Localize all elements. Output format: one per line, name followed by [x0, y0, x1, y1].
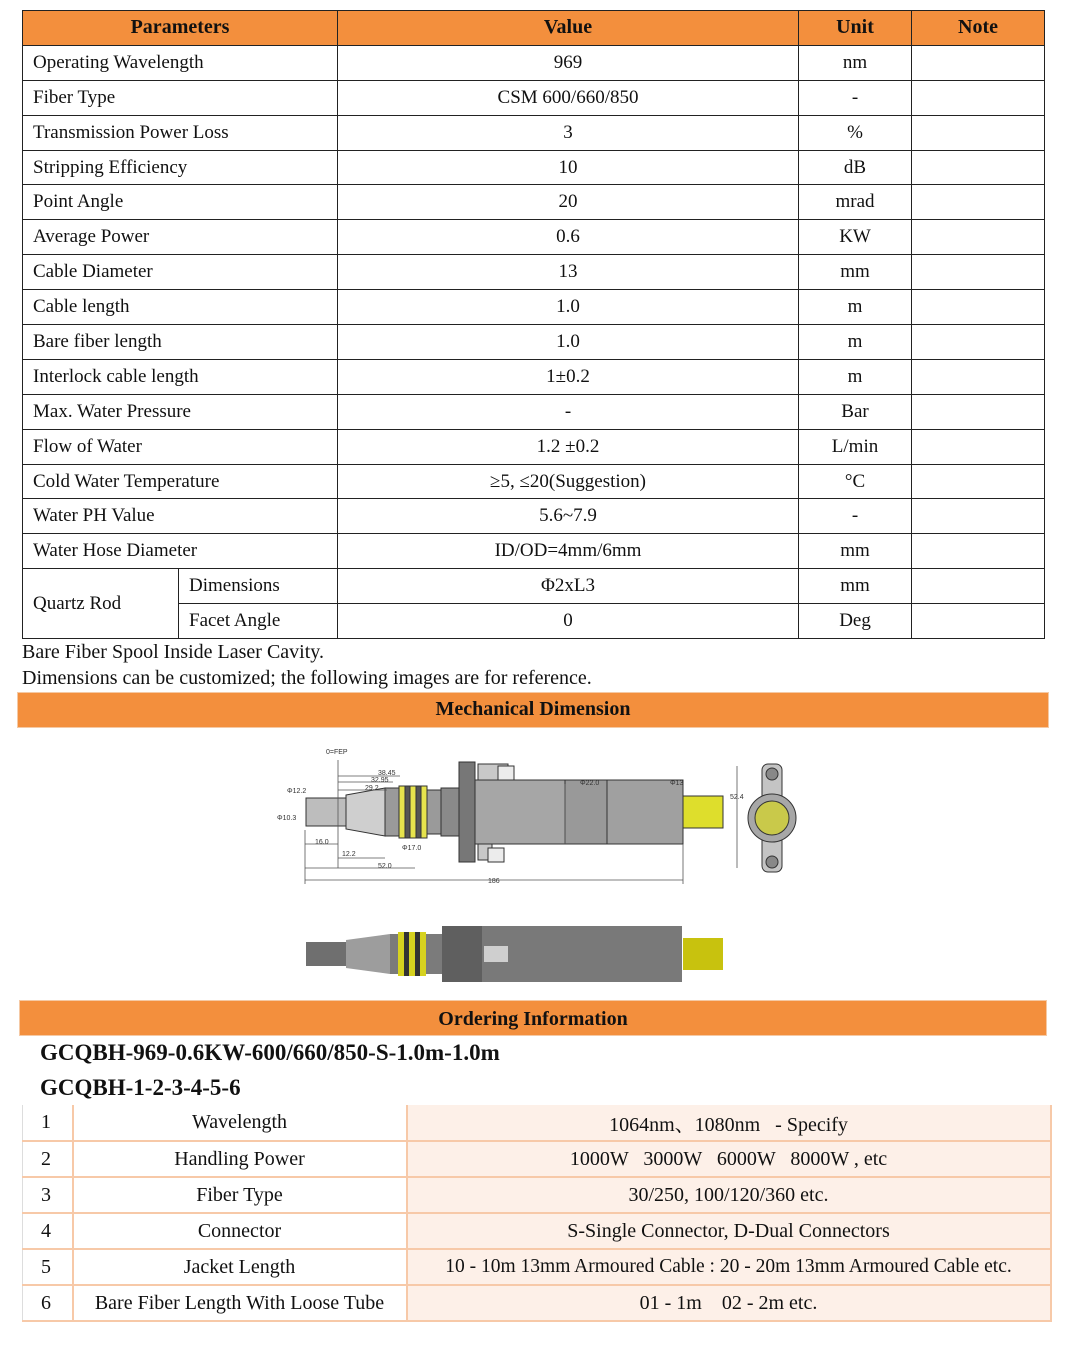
- param-cell: Operating Wavelength: [23, 45, 338, 80]
- param-cell: Stripping Efficiency: [23, 150, 338, 185]
- order-code-template: GCQBH-1-2-3-4-5-6: [40, 1075, 241, 1100]
- header-parameters: Parameters: [23, 11, 338, 46]
- note-cell: [912, 150, 1045, 185]
- unit-cell: °C: [799, 464, 912, 499]
- ordering-information-header: Ordering Information: [19, 1000, 1047, 1036]
- value-cell: 0.6: [338, 220, 799, 255]
- value-cell: 1.0: [338, 290, 799, 325]
- label-32: 32.95: [371, 777, 389, 784]
- header-note: Note: [912, 11, 1045, 46]
- table-row: [23, 569, 1045, 604]
- mechanical-drawing: [0, 740, 1074, 990]
- connector-end-view: [748, 764, 796, 872]
- row-value: 1064nm、1080nm - Specify: [407, 1105, 1051, 1141]
- param-cell: Facet Angle: [179, 604, 338, 639]
- note-cell: [912, 45, 1045, 80]
- param-cell: Water PH Value: [23, 499, 338, 534]
- label-16: 16.0: [315, 839, 329, 846]
- value-cell: 10: [338, 150, 799, 185]
- param-cell: Cable Diameter: [23, 255, 338, 290]
- note-cell: [912, 429, 1045, 464]
- label-12: 12.2: [342, 851, 356, 858]
- spec-table: [22, 10, 1045, 639]
- param-cell: Cold Water Temperature: [23, 464, 338, 499]
- row-key: Handling Power: [73, 1141, 407, 1177]
- note-cell: [912, 255, 1045, 290]
- row-key: Wavelength: [73, 1105, 407, 1141]
- table-row: [23, 150, 1045, 185]
- note-cell: [912, 534, 1045, 569]
- unit-cell: m: [799, 325, 912, 360]
- label-52: 52.0: [378, 863, 392, 870]
- param-cell: Cable length: [23, 290, 338, 325]
- value-cell: 3: [338, 115, 799, 150]
- label-fep: 0=FEP: [326, 749, 348, 756]
- value-cell: ID/OD=4mm/6mm: [338, 534, 799, 569]
- unit-cell: L/min: [799, 429, 912, 464]
- mechanical-dimension-header: Mechanical Dimension: [17, 692, 1049, 728]
- row-value: 30/250, 100/120/360 etc.: [407, 1177, 1051, 1213]
- label-38: 38.45: [378, 770, 396, 777]
- param-cell: Max. Water Pressure: [23, 394, 338, 429]
- unit-cell: mrad: [799, 185, 912, 220]
- unit-cell: mm: [799, 569, 912, 604]
- table-row: [23, 1249, 1051, 1285]
- unit-cell: %: [799, 115, 912, 150]
- value-cell: 5.6~7.9: [338, 499, 799, 534]
- connector-shaded-view: [306, 926, 723, 982]
- unit-cell: mm: [799, 255, 912, 290]
- table-row: [23, 220, 1045, 255]
- value-cell: Φ2xL3: [338, 569, 799, 604]
- label-phi13: Φ13: [670, 780, 684, 787]
- row-number: 4: [23, 1213, 73, 1249]
- yellow-ring: [399, 786, 405, 838]
- unit-cell: -: [799, 80, 912, 115]
- value-cell: 0: [338, 604, 799, 639]
- table-row: [23, 464, 1045, 499]
- param-cell: Dimensions: [179, 569, 338, 604]
- header-value: Value: [338, 11, 799, 46]
- note-cell: [912, 80, 1045, 115]
- label-29: 29.2: [365, 785, 379, 792]
- param-cell: Transmission Power Loss: [23, 115, 338, 150]
- note-cell: [912, 569, 1045, 604]
- row-number: 3: [23, 1177, 73, 1213]
- row-value: S-Single Connector, D-Dual Connectors: [407, 1213, 1051, 1249]
- label-186: 186: [488, 878, 500, 885]
- table-row: [23, 185, 1045, 220]
- table-row: [23, 290, 1045, 325]
- note-cell: [912, 220, 1045, 255]
- note-line-2: Dimensions can be customized; the following images are for reference.: [22, 667, 592, 689]
- table-row: [23, 1177, 1051, 1213]
- row-key: Jacket Length: [73, 1249, 407, 1285]
- param-cell: Point Angle: [23, 185, 338, 220]
- yellow-ring: [410, 786, 416, 838]
- row-number: 1: [23, 1105, 73, 1141]
- unit-cell: Bar: [799, 394, 912, 429]
- quartz-rod-label: Quartz Rod: [23, 569, 179, 639]
- note-line-1: Bare Fiber Spool Inside Laser Cavity.: [22, 641, 324, 663]
- table-row: [23, 359, 1045, 394]
- note-cell: [912, 464, 1045, 499]
- note-cell: [912, 359, 1045, 394]
- label-52-4: 52.4: [730, 794, 744, 801]
- note-cell: [912, 499, 1045, 534]
- note-cell: [912, 290, 1045, 325]
- unit-cell: -: [799, 499, 912, 534]
- table-row: [23, 1141, 1051, 1177]
- label-phi10: Φ10.3: [277, 815, 297, 822]
- table-row: [23, 45, 1045, 80]
- table-row: [23, 1213, 1051, 1249]
- param-cell: Interlock cable length: [23, 359, 338, 394]
- row-key: Bare Fiber Length With Loose Tube: [73, 1285, 407, 1321]
- table-row: [23, 325, 1045, 360]
- value-cell: 1.0: [338, 325, 799, 360]
- value-cell: 13: [338, 255, 799, 290]
- row-value: 10 - 10m 13mm Armoured Cable : 20 - 20m 13mm Armoured Cable etc.: [407, 1249, 1051, 1285]
- table-row: [23, 1105, 1051, 1141]
- table-row: [23, 534, 1045, 569]
- main-body: [475, 780, 565, 844]
- param-cell: Fiber Type: [23, 80, 338, 115]
- table-row: [23, 80, 1045, 115]
- value-cell: 1±0.2: [338, 359, 799, 394]
- spec-header-row: [23, 11, 1045, 46]
- param-cell: Bare fiber length: [23, 325, 338, 360]
- ordering-table: [22, 1105, 1052, 1322]
- table-row: [23, 499, 1045, 534]
- table-row: [23, 1285, 1051, 1321]
- row-number: 2: [23, 1141, 73, 1177]
- note-cell: [912, 604, 1045, 639]
- note-cell: [912, 185, 1045, 220]
- unit-cell: dB: [799, 150, 912, 185]
- unit-cell: Deg: [799, 604, 912, 639]
- label-phi17: Φ17.0: [402, 845, 422, 852]
- mount-hole-icon: [766, 856, 778, 868]
- value-cell: ≥5, ≤20(Suggestion): [338, 464, 799, 499]
- value-cell: CSM 600/660/850: [338, 80, 799, 115]
- unit-cell: m: [799, 290, 912, 325]
- connector-side-view: [306, 762, 723, 862]
- value-cell: 20: [338, 185, 799, 220]
- table-row: [23, 255, 1045, 290]
- unit-cell: m: [799, 359, 912, 394]
- param-cell: Flow of Water: [23, 429, 338, 464]
- row-number: 5: [23, 1249, 73, 1285]
- flange: [459, 762, 475, 862]
- row-value: 01 - 1m 02 - 2m etc.: [407, 1285, 1051, 1321]
- label-phi22: Φ22.0: [580, 780, 600, 787]
- note-cell: [912, 394, 1045, 429]
- value-cell: 969: [338, 45, 799, 80]
- row-key: Fiber Type: [73, 1177, 407, 1213]
- param-cell: Average Power: [23, 220, 338, 255]
- connector-tip: [306, 798, 346, 826]
- row-value: 1000W 3000W 6000W 8000W , etc: [407, 1141, 1051, 1177]
- table-row: [23, 115, 1045, 150]
- mount-hole-icon: [766, 768, 778, 780]
- unit-cell: KW: [799, 220, 912, 255]
- label-phi12: Φ12.2: [287, 788, 307, 795]
- param-cell: Water Hose Diameter: [23, 534, 338, 569]
- cable-jacket: [683, 796, 723, 828]
- unit-cell: mm: [799, 534, 912, 569]
- table-row: [23, 394, 1045, 429]
- unit-cell: nm: [799, 45, 912, 80]
- header-unit: Unit: [799, 11, 912, 46]
- value-cell: -: [338, 394, 799, 429]
- order-code-example: GCQBH-969-0.6KW-600/660/850-S-1.0m-1.0m: [40, 1040, 500, 1065]
- note-cell: [912, 325, 1045, 360]
- note-cell: [912, 115, 1045, 150]
- row-key: Connector: [73, 1213, 407, 1249]
- connector-cone: [346, 788, 385, 836]
- row-number: 6: [23, 1285, 73, 1321]
- table-row: [23, 429, 1045, 464]
- value-cell: 1.2 ±0.2: [338, 429, 799, 464]
